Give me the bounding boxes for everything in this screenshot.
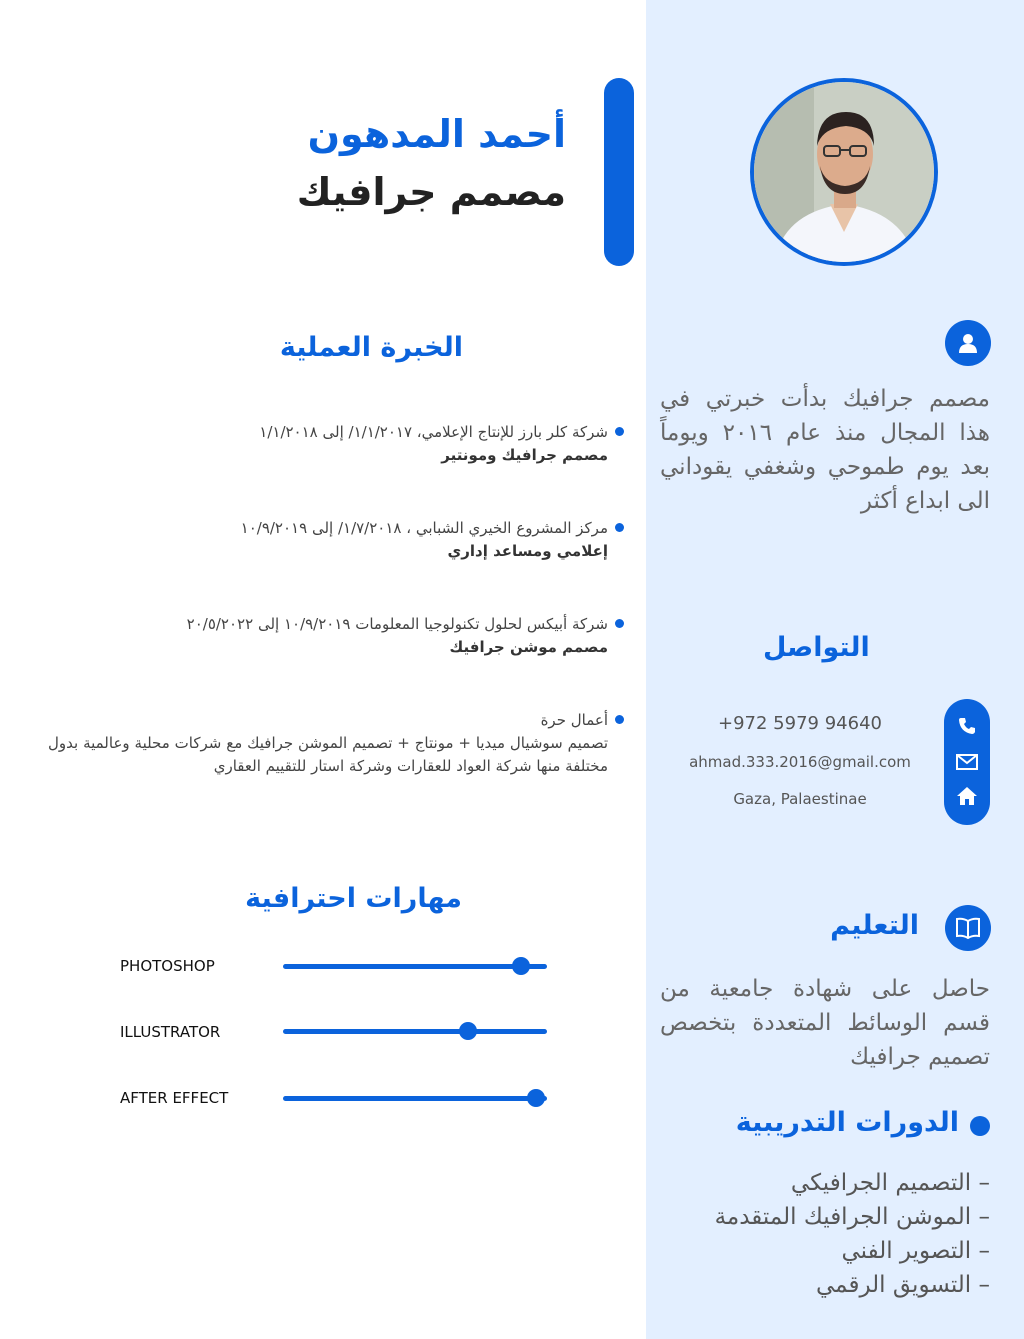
contact-phone[interactable]: +972 5979 94640 [718, 713, 882, 734]
course-item: – التصميم الجرافيكي [790, 1170, 990, 1196]
contact-title: التواصل [763, 632, 870, 663]
experience-item [48, 517, 608, 563]
mail-icon [944, 745, 990, 779]
course-item: – الموشن الجرافيك المتقدمة [714, 1204, 990, 1230]
skill-label: ILLUSTRATOR [120, 1023, 221, 1041]
accent-bar [604, 78, 634, 266]
skill-bar [283, 1029, 547, 1034]
experience-item [48, 421, 608, 467]
experience-company: مركز المشروع الخيري الشبابي ، ١/٧/٢٠١٨/ إلى ١٠/٩/٢٠١٩ [240, 519, 608, 537]
skills-title: مهارات احترافية [245, 883, 462, 914]
contact-icon-bar [944, 699, 990, 825]
user-icon [945, 320, 991, 366]
skill-knob [527, 1089, 545, 1107]
skill-label: AFTER EFFECT [120, 1089, 229, 1107]
book-icon [945, 905, 991, 951]
skill-bar [283, 964, 547, 969]
experience-description: تصميم سوشيال ميديا + مونتاج + تصميم الموشن جرافيك مع شركات محلية وعالمية بدول مختلفة منها شركة العواد للعقارات وشركة استار للتقييم العقاري [48, 734, 608, 775]
job-title: مصمم جرافيك [296, 170, 566, 214]
experience-item [48, 613, 608, 659]
home-icon [944, 779, 990, 813]
courses-bullet [970, 1116, 990, 1136]
experience-company: أعمال حرة [540, 711, 608, 729]
experience-role: مصمم موشن جرافيك [449, 638, 608, 656]
phone-icon [944, 709, 990, 743]
experience-company: شركة كلر بارز للإنتاج الإعلامي، ١/١/٢٠١٧/ إلى ١/١/٢٠١٨ [259, 423, 608, 441]
bullet [615, 619, 624, 628]
education-text: حاصل على شهادة جامعية من قسم الوسائط المتعددة بتخصص تصميم جرافيك [660, 976, 990, 1070]
skill-label: PHOTOSHOP [120, 957, 215, 975]
experience-item [48, 709, 608, 778]
courses-title: الدورات التدريبية [735, 1107, 959, 1138]
course-item: – التسويق الرقمي [816, 1272, 990, 1298]
contact-address: Gaza, Palaestinae [733, 790, 867, 808]
bullet [615, 523, 624, 532]
experience-role: إعلامي ومساعد إداري [447, 542, 608, 560]
experience-role: مصمم جرافيك ومونتير [441, 446, 608, 464]
contact-email[interactable]: ahmad.333.2016@gmail.com [689, 753, 911, 771]
skill-knob [459, 1022, 477, 1040]
experience-company: شركة أبيكس لحلول تكنولوجيا المعلومات ١٠/٩/٢٠١٩ إلى ٢٠/٥/٢٠٢٢ [186, 615, 608, 633]
about-text: مصمم جرافيك بدأت خبرتي في هذا المجال منذ عام ٢٠١٦ ويوماً بعد يوم طموحي وشغفي يقوداني الى ابداع أكثر [660, 386, 991, 514]
bullet [615, 427, 624, 436]
skill-knob [512, 957, 530, 975]
profile-photo [750, 78, 938, 266]
person-name: أحمد المدهون [307, 112, 566, 156]
course-item: – التصوير الفني [841, 1238, 990, 1264]
experience-title: الخبرة العملية [279, 332, 463, 363]
skill-bar [283, 1096, 547, 1101]
education-title: التعليم [830, 910, 919, 941]
bullet [615, 715, 624, 724]
